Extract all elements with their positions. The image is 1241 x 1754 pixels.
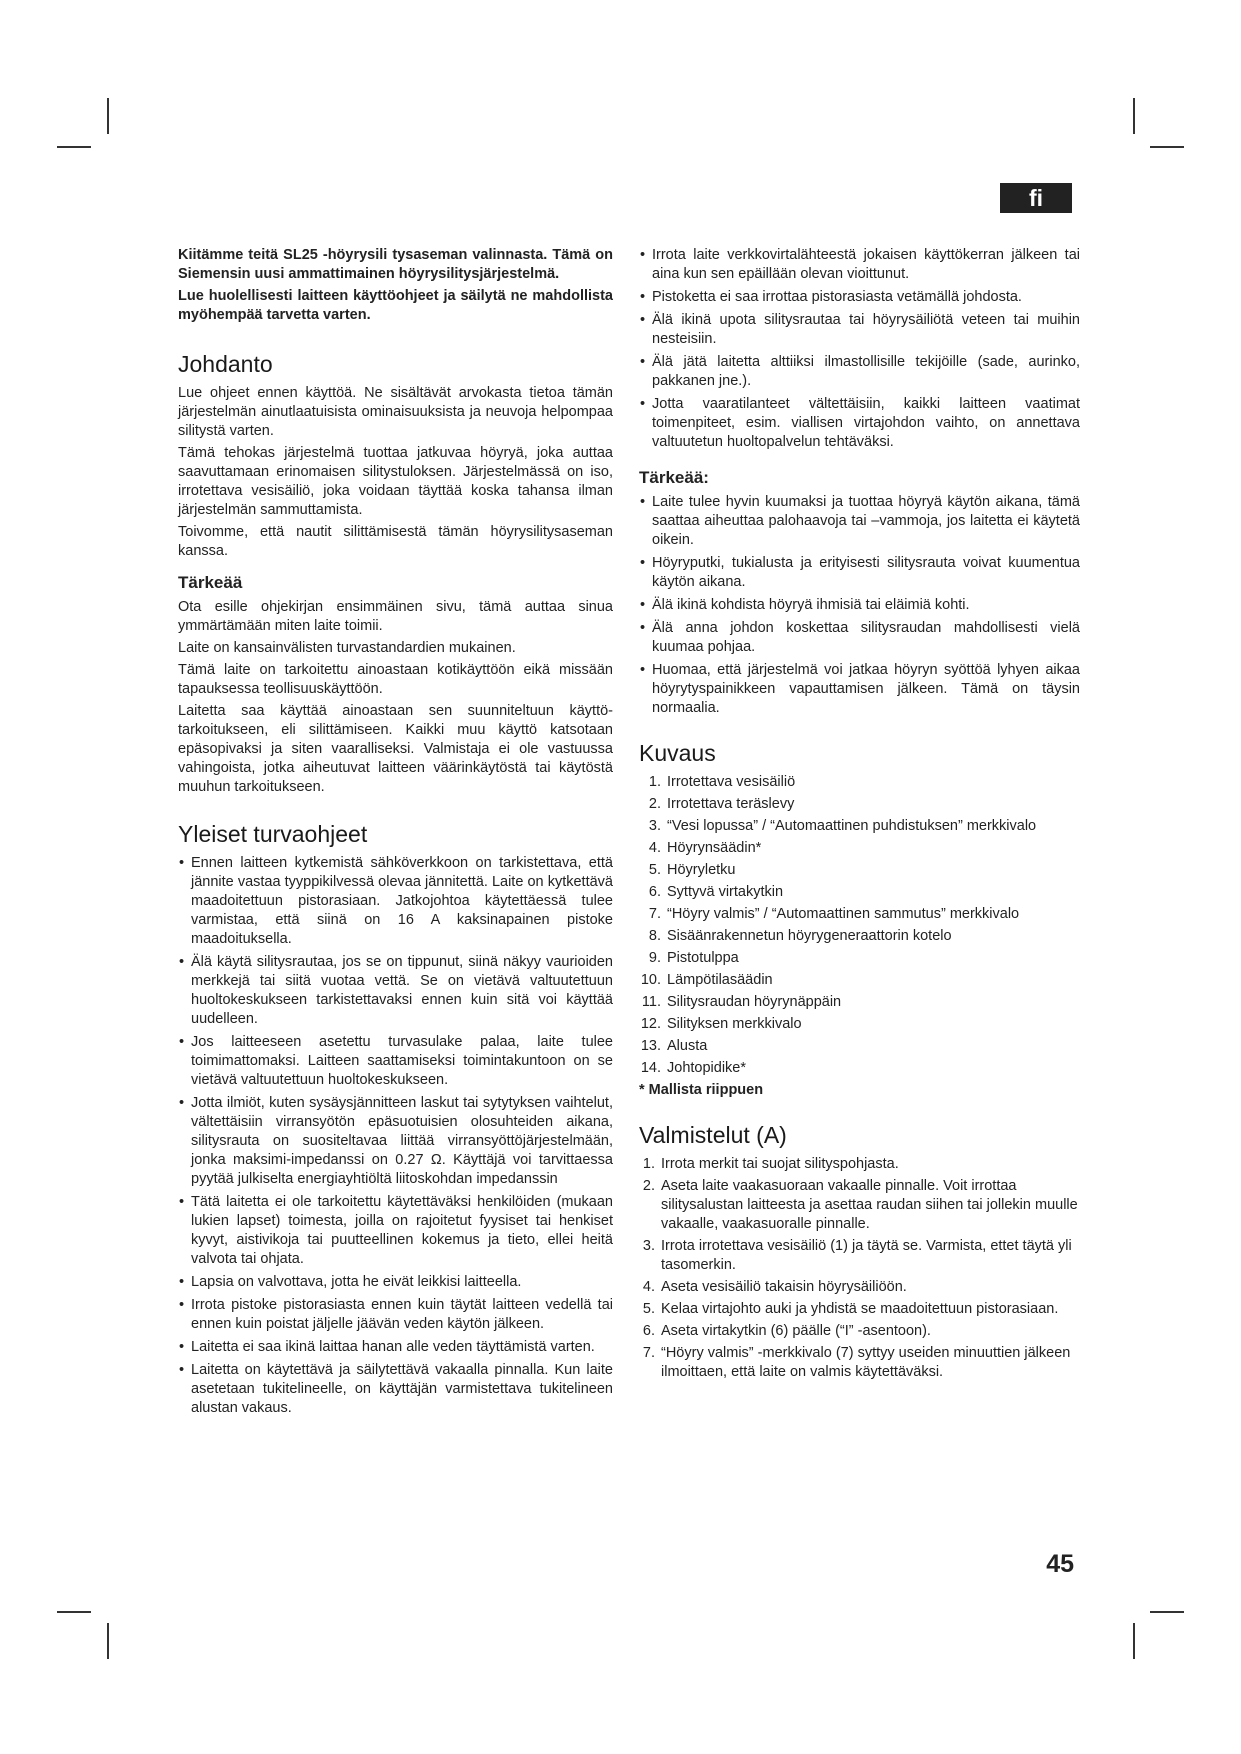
warning-item: • Huomaa, että järjestelmä voi jatkaa höyryn syöttöä lyhyen aikaa höyrytyspainikkeen vapauttamisen jälkeen. Tämä on täysin normaalia. [639,661,1080,718]
item-text: “Höyry valmis” / “Automaattinen sammutus” merkkivalo [667,906,1020,922]
step-number: 2. [642,1178,655,1194]
parts-list-item [639,993,1080,1012]
crop-mark-top-right-horizontal [1150,146,1184,148]
item-number: 8. [648,928,661,944]
safety-item: • Älä jätä laitetta alttiiksi ilmastollisille tekijöille (sade, aurinko, pakkanen jne.). [639,353,1080,391]
heading-valmistelut: Valmistelut (A) [639,1122,787,1148]
item-text: Silitysraudan höyrynäppäin [667,994,842,1010]
step-number: 6. [642,1323,655,1339]
heading-tarkeaa-warning: Tärkeää: [639,468,709,487]
safety-item: • Ennen laitteen kytkemistä sähköverkkoon on tarkistettava, että jännite vastaa tyyppikilvessä olevaa jännitettä. Laite on kytkettävä maadoitettuun pistorasiaan. Jatkojohtoa käytettäessä tulee varmistaa, että siinä on 16 A kaksinapainen pistoke maadoituksella. [178,854,613,949]
parts-list-item [639,971,1080,990]
safety-item: • Laitetta ei saa ikinä laittaa hanan alle veden täyttämistä varten. [178,1338,613,1357]
parts-list-item [639,927,1080,946]
safety-item: • Jotta vaaratilanteet vältettäisiin, kaikki laitteen vaatimat toimenpiteet, esim. viallisen virtajohdon vaihto, on annettava valtuutetun huoltopalvelun tehtäväksi. [639,395,1080,452]
tarkeaa-paragraph: Tämä laite on tarkoitettu ainoastaan kotikäyttöön eikä missään tapauksessa teollisuuskäyttöön. [178,662,613,697]
item-number: 12. [640,1016,661,1032]
item-text: Johtopidike* [667,1060,746,1076]
safety-item: • Jos laitteeseen asetettu turvasulake palaa, laite tulee toimimattomaksi. Laitteen saattamiseksi toimintakuntoon on se vietävä valtuutettuun huoltokeskukseen. [178,1033,613,1090]
item-number: 10. [640,972,661,988]
safety-item: • Tätä laitetta ei ole tarkoitettu käytettäväksi henkilöiden (mukaan lukien lapset) toimesta, joilla on rajoitetut fyysiset tai henkiset kyvyt, aistivikoja tai puutteellinen kokemus ja tieto, ellei heitä valvota tai ohjata. [178,1193,613,1269]
left-column [178,246,613,1422]
safety-list-continued [639,246,1080,452]
step-text: Irrota irrotettava vesisäiliö (1) ja täytä se. Varmista, ettet täytä yli tasomerkin. [661,1238,1072,1273]
parts-list-item [639,773,1080,792]
parts-list [639,773,1080,1078]
item-number: 4. [648,840,661,856]
crop-mark-bottom-left-horizontal [57,1611,91,1613]
tarkeaa-paragraph: Ota esille ohjekirjan ensimmäinen sivu, tämä auttaa sinua ymmärtämään miten laite toimii. [178,599,613,634]
intro-read-instructions: Lue huolellisesti laitteen käyttöohjeet ja säilytä ne mahdollista myöhempää tarvetta varten. [178,288,613,323]
crop-mark-bottom-right-vertical [1133,1623,1135,1659]
parts-list-item [639,817,1080,836]
safety-item: • Laitetta on käytettävä ja säilytettävä vakaalla pinnalla. Kun laite asetetaan tukitelineelle, on käyttäjän varmistettava tukitelineen alustan vakaus. [178,1361,613,1418]
johdanto-paragraph: Lue ohjeet ennen käyttöä. Ne sisältävät arvokasta tietoa tämän järjestelmän ainutlaatuisista ominaisuuksista ja neuvoja helpompaa silitystä varten. [178,385,613,439]
preparation-step [639,1237,1080,1275]
safety-item: • Älä käytä silitysrautaa, jos se on tippunut, siinä näkyy vaurioiden merkkejä tai siitä vuotaa vettä. Se on vietävä valtuutettuun huoltokeskukseen tarkistettavaksi ennen kuin sitä voi käyttää uudelleen. [178,953,613,1029]
page-number: 45 [1046,1550,1074,1578]
item-text: Pistotulppa [667,950,739,966]
item-text: Sisäänrakennetun höyrygeneraattorin kotelo [667,928,952,944]
parts-list-item [639,839,1080,858]
safety-item: • Irrota laite verkkovirtalähteestä jokaisen käyttökerran jälkeen tai aina kun sen epäillään olevan vioittunut. [639,246,1080,284]
preparation-step [639,1344,1080,1382]
heading-johdanto: Johdanto [178,351,273,377]
step-number: 7. [642,1345,655,1361]
crop-mark-top-right-vertical [1133,98,1135,134]
item-number: 1. [648,774,661,790]
item-text: Irrotettava teräslevy [667,796,795,812]
warning-item: • Älä ikinä kohdista höyryä ihmisiä tai eläimiä kohti. [639,596,1080,615]
warning-list [639,493,1080,718]
item-number: 14. [640,1060,661,1076]
step-number: 5. [642,1301,655,1317]
step-number: 4. [642,1279,655,1295]
step-text: Irrota merkit tai suojat silityspohjasta. [661,1156,899,1172]
johdanto-paragraph: Toivomme, että nautit silittämisestä tämän höyrysilitysaseman kanssa. [178,524,613,559]
parts-list-item [639,1037,1080,1056]
safety-list [178,854,613,1418]
step-text: Kelaa virtajohto auki ja yhdistä se maadoitettuun pistorasiaan. [661,1301,1059,1317]
step-number: 3. [642,1238,655,1254]
crop-mark-top-left-horizontal [57,146,91,148]
parts-list-item [639,1059,1080,1078]
safety-item: • Lapsia on valvottava, jotta he eivät leikkisi laitteella. [178,1273,613,1292]
safety-item: • Älä ikinä upota silitysrautaa tai höyrysäiliötä veteen tai muihin nesteisiin. [639,311,1080,349]
preparation-step [639,1278,1080,1297]
tarkeaa-paragraph: Laite on kansainvälisten turvastandardien mukainen. [178,640,516,656]
parts-list-item [639,1015,1080,1034]
crop-mark-bottom-right-horizontal [1150,1611,1184,1613]
crop-mark-bottom-left-vertical [107,1623,109,1659]
step-text: Aseta virtakytkin (6) päälle (“I” -asentoon). [661,1323,931,1339]
right-column [639,246,1080,1385]
language-tab: fi [1000,183,1072,213]
warning-item: • Laite tulee hyvin kuumaksi ja tuottaa höyryä käytön aikana, tämä saattaa aiheuttaa palohaavoja tai –vammoja, jos laitetta ei käytetä oikein. [639,493,1080,550]
item-text: Höyrynsäädin* [667,840,762,856]
item-number: 2. [648,796,661,812]
item-text: “Vesi lopussa” / “Automaattinen puhdistuksen” merkkivalo [667,818,1037,834]
parts-list-item [639,861,1080,880]
item-number: 7. [648,906,661,922]
step-text: Aseta vesisäiliö takaisin höyrysäiliöön. [661,1279,907,1295]
item-text: Lämpötilasäädin [667,972,773,988]
item-number: 6. [648,884,661,900]
preparation-steps [639,1155,1080,1382]
preparation-step [639,1177,1080,1234]
preparation-step [639,1155,1080,1174]
item-text: Syttyvä virtakytkin [667,884,784,900]
step-text: Aseta laite vaakasuoraan vakaalle pinnalle. Voit irrottaa silitysalustan laitteesta ja asettaa raudan siihen tai jollekin muulle vakaalle, vaakasuoralle pinnalle. [661,1178,1078,1232]
heading-yleiset-turvaohjeet: Yleiset turvaohjeet [178,821,368,847]
preparation-step [639,1322,1080,1341]
crop-mark-top-left-vertical [107,98,109,134]
parts-list-item [639,883,1080,902]
safety-item: • Pistoketta ei saa irrottaa pistorasiasta vetämällä johdosta. [639,288,1080,307]
safety-item: • Irrota pistoke pistorasiasta ennen kuin täytät laitteen vedellä tai ennen kuin poistat jäljelle jäävän veden käytön jälkeen. [178,1296,613,1334]
item-text: Silityksen merkkivalo [667,1016,802,1032]
model-footnote: * Mallista riippuen [639,1082,764,1098]
johdanto-paragraph: Tämä tehokas järjestelmä tuottaa jatkuvaa höyryä, joka auttaa saavuttamaan erinomaisen silitystuloksen. Järjestelmässä on iso, irrotettava vesisäiliö, joka voidaan täyttää koska tahansa ilman järjestelmän sammuttamista. [178,445,613,518]
warning-item: • Älä anna johdon koskettaa silitysraudan mahdollisesti vielä kuumaa pohjaa. [639,619,1080,657]
item-number: 13. [640,1038,661,1054]
item-text: Höyryletku [667,862,736,878]
heading-kuvaus: Kuvaus [639,740,716,766]
parts-list-item [639,795,1080,814]
tarkeaa-paragraph: Laitetta saa käyttää ainoastaan sen suunniteltuun käyttötarkoitukseen, eli silittämiseen. Kaikki muu käyttö katsotaan epäsopivaksi ja siten vaaralliseksi. Valmistaja ei ole vastuussa vahingoista, jotka aiheutuvat laitteen väärinkäytöstä tai käytöstä muuhun tarkoitukseen. [178,703,613,795]
preparation-step [639,1300,1080,1319]
item-number: 3. [648,818,661,834]
item-text: Alusta [667,1038,708,1054]
item-number: 11. [641,994,661,1010]
parts-list-item [639,905,1080,924]
parts-list-item [639,949,1080,968]
warning-item: • Höyryputki, tukialusta ja erityisesti silitysrauta voivat kuumentua käytön aikana. [639,554,1080,592]
item-number: 5. [648,862,661,878]
intro-thanks: Kiitämme teitä SL25 -höyrysili tysaseman valinnasta. Tämä on Siemensin uusi ammattimainen höyrysilitysjärjestelmä. [178,247,613,282]
step-text: “Höyry valmis” -merkkivalo (7) syttyy useiden minuuttien jälkeen ilmoittaen, että laite on valmis käytettäväksi. [661,1345,1071,1380]
item-number: 9. [648,950,661,966]
step-number: 1. [642,1156,655,1172]
item-text: Irrotettava vesisäiliö [667,774,796,790]
heading-tarkeaa: Tärkeää [178,573,243,592]
safety-item: • Jotta ilmiöt, kuten sysäysjännitteen laskut tai sytytyksen vaihtelut, vältettäisiin virransyötön epäsuotuisien olosuhteiden aikana, silitysrauta on suositeltavaa liittää virransyöttöjärjestelmään, jonka maksimi-impedanssi on 0.27 Ω. Käyttäjä voi tarvittaessa pyytää julkiselta energiayhtiöltä liitoskohdan impedanssin [178,1094,613,1189]
